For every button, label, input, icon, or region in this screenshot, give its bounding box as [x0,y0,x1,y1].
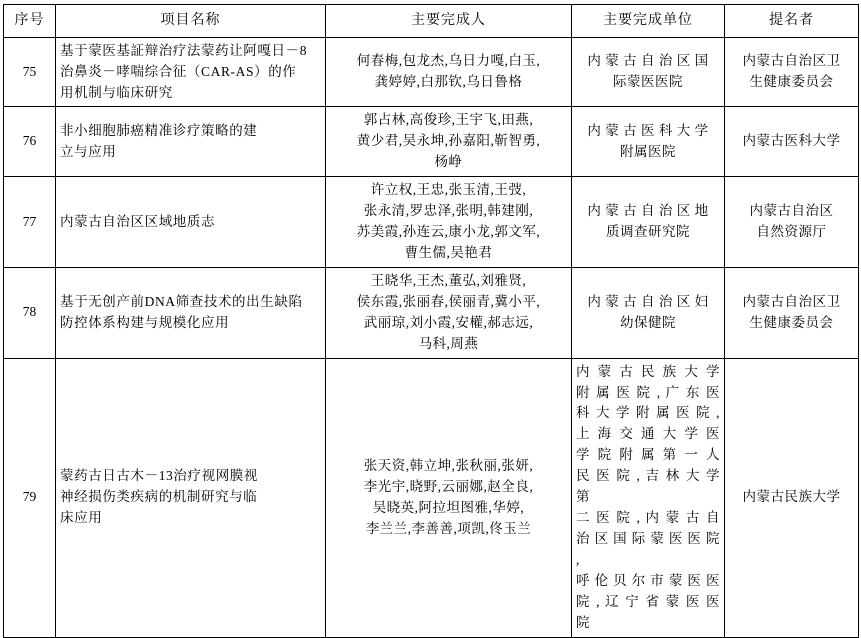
nominator-line: 自然资源厅 [756,224,827,240]
project-name-line: 非小细胞肺癌精准诊疗策略的建 [60,122,258,138]
cell-project-name [56,177,326,268]
cell-project-name [56,267,326,358]
contributors-line: 曹生儒,吴艳君 [404,244,493,260]
unit-line: 幼保健院 [620,314,676,330]
table-row [4,107,859,177]
contributors-line: 吴晓英,阿拉坦图雅,华婷, [372,499,525,515]
project-name-line: 蒙药古日古木－13治疗视网膜视 [60,468,258,484]
contributors-line: 马科,周燕 [418,335,479,351]
nominator-line: 生健康委员会 [749,74,834,90]
contributors-line: 张天资,韩立坤,张秋丽,张妍, [363,457,534,473]
project-name-line: 立与应用 [60,143,117,159]
cell-units [572,267,725,358]
cell-nominator [725,358,859,637]
table-header [4,5,859,38]
contributors-line: 杨峥 [434,154,463,170]
contributors-line: 李光宇,晓野,云丽娜,赵全良, [363,478,534,494]
unit-line: 内 蒙 古 自 治 区 妇 [587,293,709,309]
unit-line: 学 院 附 属 第 一 人 [576,447,720,463]
cell-nominator [725,267,859,358]
unit-line: 院 [576,614,590,630]
contributors-line: 许立权,王忠,张玉清,王弢, [370,182,527,198]
unit-line: 内 蒙 古 医 科 大 学 [587,122,709,138]
nominator-line: 内蒙古民族大学 [742,489,841,505]
contributors-line: 龚婷婷,白那钦,乌日鲁格 [374,74,523,90]
cell-serial: 75 [4,37,56,107]
nominator-line: 内蒙古医科大学 [742,133,841,149]
contributors-line: 李兰兰,李善善,项凯,佟玉兰 [365,520,532,536]
contributors-line: 武丽琼,刘小霞,安權,郝志远, [363,314,534,330]
cell-units [572,358,725,637]
cell-serial: 77 [4,177,56,268]
unit-line: 二 医 院 , 内 蒙 古 自 [576,510,720,526]
cell-nominator [725,37,859,107]
project-name-line: 神经损伤类疾病的机制研究与临 [60,489,258,505]
contributors-line: 王晓华,王杰,董弘,刘雅贤, [370,272,527,288]
cell-nominator [725,107,859,177]
nominator-line: 生健康委员会 [749,314,834,330]
project-name-line: 床应用 [60,510,103,526]
contributors-line: 郭占林,高俊珍,王宇飞,田燕, [363,112,534,128]
project-name-line: 防控体系构建与规模化应用 [60,314,230,330]
nominator-line: 内蒙古自治区 [749,203,834,219]
contributors-line: 侯东霞,张丽春,侯丽青,冀小平, [356,293,541,309]
table-header-row [4,5,859,38]
cell-project-name [56,107,326,177]
unit-line: 科 大 学 附 属 医 院 , [576,405,720,421]
contributors-line: 苏美霞,孙连云,康小龙,郭文军, [356,224,541,240]
table-row [4,37,859,107]
cell-units [572,107,725,177]
contributors-line: 张永清,罗忠泽,张明,韩建刚, [363,203,534,219]
cell-contributors [326,267,572,358]
column-header-nominator: 提名者 [725,5,859,38]
unit-line: 院 , 辽 宁 省 蒙 医 医 [576,593,720,609]
column-header-main-units: 主要完成单位 [572,5,725,38]
unit-line: 民 医 院 , 吉 林 大 学 第 [576,468,720,505]
nominator-line: 内蒙古自治区卫 [742,293,841,309]
unit-line: 附 属 医 院 , 广 东 医 [576,384,720,400]
cell-project-name [56,37,326,107]
project-name-line: 基于蒙医基証辩治疗法蒙药让阿嘎日－8 [60,42,308,58]
cell-serial: 76 [4,107,56,177]
column-header-main-contributors: 主要完成人 [326,5,572,38]
table-row [4,358,859,637]
unit-line: 内 蒙 古 自 治 区 地 [587,203,709,219]
table-row [4,177,859,268]
unit-line: 内 蒙 古 自 治 区 国 [587,53,709,69]
award-project-table [3,4,859,638]
cell-nominator [725,177,859,268]
column-header-project-name: 项目名称 [56,5,326,38]
unit-line: 附属医院 [620,143,676,159]
unit-line: 治 区 国 际 蒙 医 医 院 , [576,530,720,567]
unit-line: 际蒙医医院 [613,74,683,90]
cell-units [572,177,725,268]
cell-serial: 78 [4,267,56,358]
nominator-line: 内蒙古自治区卫 [742,53,841,69]
unit-line: 内 蒙 古 民 族 大 学 [576,363,720,379]
unit-line: 上 海 交 通 大 学 医 [576,426,720,442]
unit-line: 质调查研究院 [606,224,690,240]
table-body [4,37,859,637]
cell-contributors [326,177,572,268]
project-name-line: 内蒙古自治区区域地质志 [60,213,216,229]
cell-contributors [326,37,572,107]
project-name-line: 治鼻炎－哮喘综合征（CAR-AS）的作 [60,63,297,79]
project-name-line: 用机制与临床研究 [60,84,173,100]
cell-contributors [326,107,572,177]
contributors-line: 何春梅,包龙杰,乌日力嘎,白玉, [356,53,541,69]
cell-contributors [326,358,572,637]
column-header-serial: 序号 [4,5,56,38]
cell-serial: 79 [4,358,56,637]
table-row [4,267,859,358]
cell-units [572,37,725,107]
unit-line: 呼 伦 贝 尔 市 蒙 医 医 [576,572,720,588]
cell-project-name [56,358,326,637]
contributors-line: 黄少君,吴永坤,孙嘉阳,靳智勇, [356,133,541,149]
project-name-line: 基于无创产前DNA筛查技术的出生缺陷 [60,293,303,309]
